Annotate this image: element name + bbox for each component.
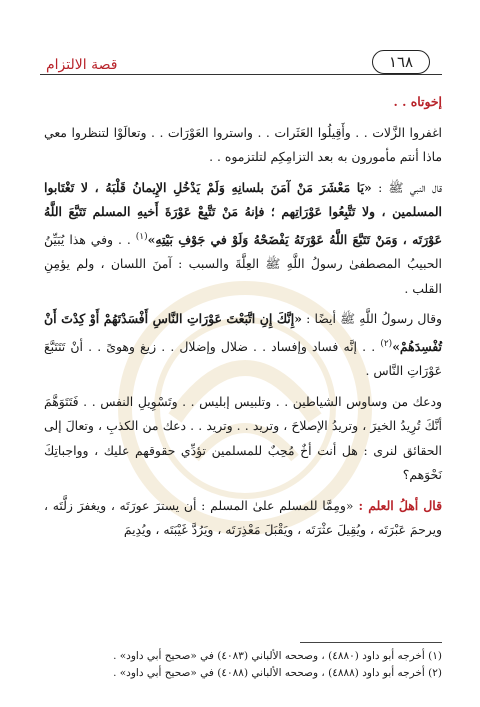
paragraph-1: اغفروا الزَّلات . . وأَقِيلُوا العَثَرات . . واستروا العَوْرَات . . وتعالَوْا لتنظروا معي ماذا أنتم مأمورون به بعد التزامِكِم لتلتزموه . . — [44, 124, 442, 164]
p3-intro: وقال رسولُ اللَّهِ ﷺ أيضًا : — [301, 311, 443, 327]
p5-text: «ومِمَّا للمسلم علىٰ المسلم : أن يسترَ عورَتَه ، ويغفرَ زلَّتَه ، ويرحمَ عَبْرَتَه ، ويُقِيلَ عثْرَتَه ، ويَقْبَلَ مَعْذِرَتَه ، ويَرُدَّ غَيْبَتَه ، ويُدِيمَ — [44, 497, 442, 538]
footnote-1: (١) أخرجه أبو داود (٤٨٨٠) ، وصححه الألباني (٤٠٨٣) في «صحيح أبي داود» . — [113, 650, 442, 662]
p2-intro: قال النبي ﷺ : — [371, 179, 442, 195]
main-text — [44, 90, 442, 549]
paragraph-4: ودعك من وساوس الشياطين . . وتلبيس إبليس . . وتَسْوِيلِ النفس . . فَتَتَوَهَّمَ أنَّكَ تُرِيدُ الخيرَ ، وتريدُ الإصلاحَ ، وتريد . . وتريد . . دعك من الكذبِ ، وتعالَ إلى الحقائق لنرى : هل أنت أخٌ مُحِبٌ للمسلمين تؤدِّي حقوقهم عليك ، وواجباتِكَ نَحْوَهم؟ — [44, 393, 442, 483]
paragraph-5 — [44, 494, 442, 543]
footnote-divider — [300, 642, 442, 643]
paragraph-2 — [44, 176, 442, 302]
p2-tail: . . وفي هذا يُبَيِّنُ الحبيبُ المصطفىٰ رسولُ اللَّهِ ﷺ العِلَّةَ والسبب : آمنَ اللسان ، ولم يؤمِنِ القلب . — [44, 231, 442, 296]
section-heading: إخوتاه . . — [393, 94, 442, 109]
hadith-1: «يَا مَعْشَرَ مَنْ آمَنَ بلسانِهِ وَلَمْ يَدْخُلِ الإِيمانُ قَلْبَهُ ، لا تَغْتَابوا المسلمين ، ولا تَتَّبِعُوا عَوْرَاتِهم ؛ فإنهُ مَنْ تَتَّبِعْ عَوْرَةَ أَخيهِ المسلم تَتَبَّعَ اللَّهُ عَوْرَتَه ، وَمَنْ تَتَبَّعَ اللَّهُ عَوْرَتَهُ يَفْضَحْهُ وَلَوْ في جَوْفِ بَيْتِهِ» — [44, 179, 442, 247]
page-number: ١٦٨ — [372, 50, 430, 74]
header-divider — [40, 74, 442, 75]
hadith-2: «إِنَّكَ إِنِ اتَّبَعْتَ عَوْرَاتِ النَّاسِ أَفْسَدْتَهُمْ أَوْ كِدْتَ أَنْ تُفْسِدَهُمْ» — [44, 311, 442, 354]
p3-tail: . . إنَّه فساد وإفساد . . ضلال وإضلال . . زيغ وهوىً . . أنْ تَتَتَبَّعَ عَوْرَاتِ النَّاس . — [44, 338, 442, 379]
footnotes — [44, 648, 442, 682]
footnote-2: (٢) أخرجه أبو داود (٤٨٨٨) ، وصححه الألباني (٤٠٨٨) في «صحيح أبي داود» . — [113, 667, 442, 679]
scholars-label: قال أهلُ العلم : — [353, 497, 442, 513]
paragraph-3 — [44, 307, 442, 384]
book-title: قصة الالتزام — [46, 57, 118, 73]
footnote-ref-1: (١) — [135, 231, 148, 242]
footnote-ref-2: (٢) — [380, 338, 393, 349]
